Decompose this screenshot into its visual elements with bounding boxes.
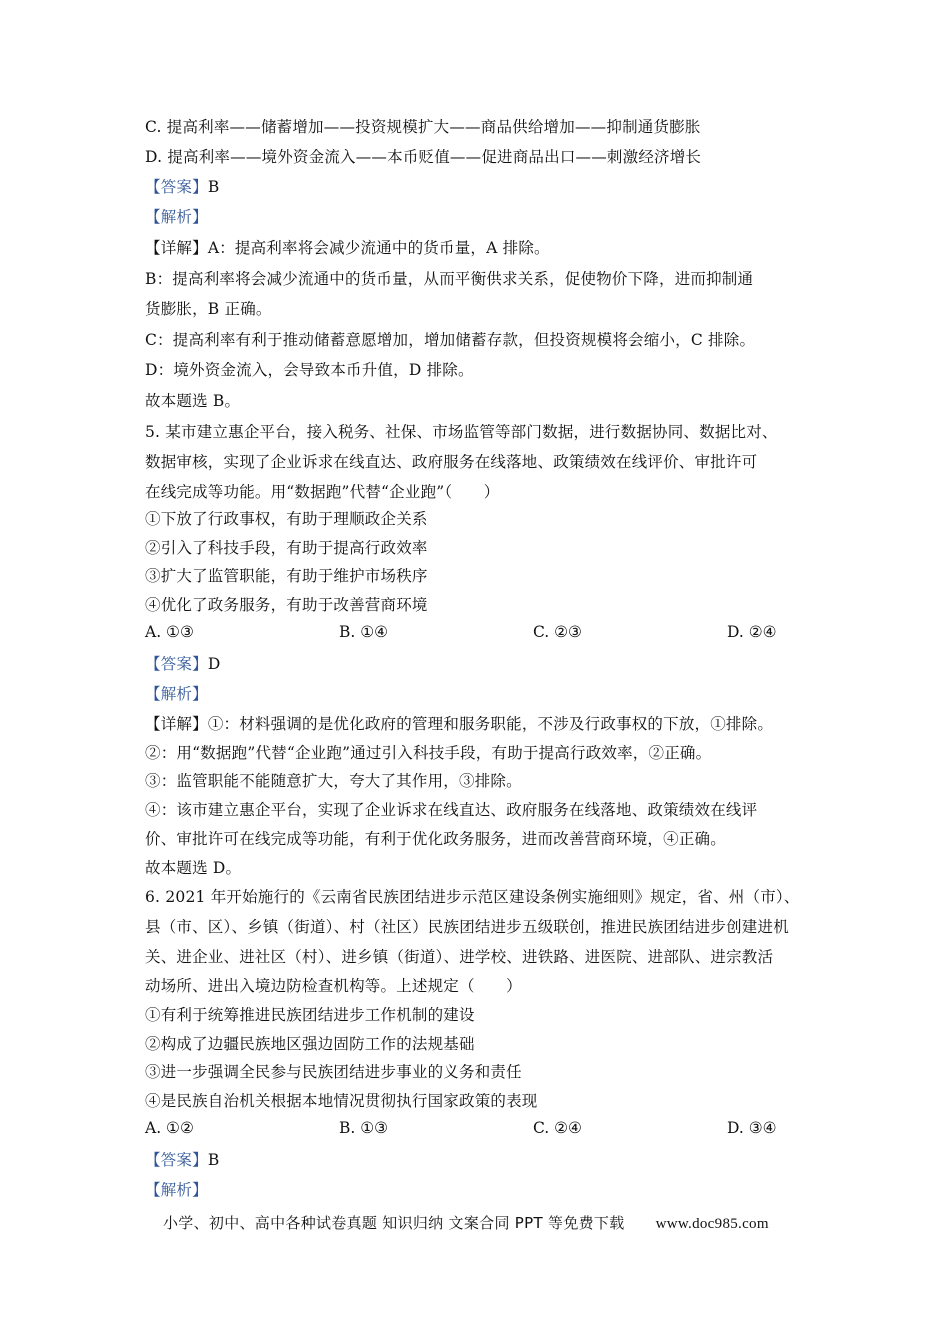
detail-text: A：提高利率将会减少流通中的货币量，A 排除。 xyxy=(207,239,550,257)
q6-option-c: C. ②④ xyxy=(533,1119,582,1137)
q5-option-c: C. ②③ xyxy=(533,623,582,641)
q5-option-a: A. ①③ xyxy=(145,623,194,641)
q4-conclusion: 故本题选 B。 xyxy=(145,392,241,410)
q6-option-d: D. ③④ xyxy=(727,1119,777,1137)
q6-item-3: ③进一步强调全民参与民族团结进步事业的义务和责任 xyxy=(145,1063,522,1081)
q5-detail-4a: ④：该市建立惠企平台，实现了企业诉求在线直达、政府服务在线落地、政策绩效在线评 xyxy=(145,801,758,819)
q5-stem-line3: 在线完成等功能。用“数据跑”代替“企业跑”（ ） xyxy=(145,483,500,501)
page-footer xyxy=(163,1212,769,1233)
q4-detail-b1: B：提高利率将会减少流通中的货币量，从而平衡供求关系，促使物价下降，进而抑制通 xyxy=(145,270,754,288)
q5-item-1: ①下放了行政事权，有助于理顺政企关系 xyxy=(145,510,428,528)
q5-analysis-label: 【解析】 xyxy=(145,685,208,703)
q5-answer xyxy=(145,653,825,675)
q6-stem-line1: 6. 2021 年开始施行的《云南省民族团结进步示范区建设条例实施细则》规定，省、州（市）、 xyxy=(145,888,800,906)
q6-item-2: ②构成了边疆民族地区强边固防工作的法规基础 xyxy=(145,1035,475,1053)
q5-item-4: ④优化了政务服务，有助于改善营商环境 xyxy=(145,596,428,614)
q5-options xyxy=(145,623,845,645)
q4-detail-a xyxy=(145,237,825,259)
q6-options xyxy=(145,1119,845,1141)
q5-detail-1 xyxy=(145,713,825,735)
footer-url[interactable]: www.doc985.com xyxy=(655,1216,769,1232)
q6-stem-line4: 动场所、进出入境边防检查机构等。上述规定（ ） xyxy=(145,977,522,995)
answer-label: 【答案】 xyxy=(145,178,208,196)
answer-value: D xyxy=(207,655,221,673)
q5-option-d: D. ②④ xyxy=(727,623,777,641)
q5-detail-3: ③：监管职能不能随意扩大，夸大了其作用，③排除。 xyxy=(145,772,522,790)
q4-analysis-label: 【解析】 xyxy=(145,208,208,226)
answer-value: B xyxy=(207,1151,220,1169)
q5-stem-line1: 5. 某市建立惠企平台，接入税务、社保、市场监管等部门数据，进行数据协同、数据比对、 xyxy=(145,423,778,441)
q5-item-2: ②引入了科技手段，有助于提高行政效率 xyxy=(145,539,428,557)
answer-label: 【答案】 xyxy=(145,655,208,673)
q6-stem-line2: 县（市、区）、乡镇（街道）、村（社区）民族团结进步五级联创，推进民族团结进步创建进机 xyxy=(145,918,789,936)
q6-answer xyxy=(145,1149,825,1171)
detail-text: ①：材料强调的是优化政府的管理和服务职能，不涉及行政事权的下放，①排除。 xyxy=(207,715,774,733)
q4-option-c: C. 提高利率——储蓄增加——投资规模扩大——商品供给增加——抑制通货膨胀 xyxy=(145,118,701,136)
q6-option-b: B. ①③ xyxy=(339,1119,389,1137)
q4-detail-b2: 货膨胀，B 正确。 xyxy=(145,300,272,318)
q5-stem-line2: 数据审核，实现了企业诉求在线直达、政府服务在线落地、政策绩效在线评价、审批许可 xyxy=(145,453,758,471)
q6-option-a: A. ①② xyxy=(145,1119,194,1137)
q5-detail-2: ②：用“数据跑”代替“企业跑”通过引入科技手段，有助于提高行政效率，②正确。 xyxy=(145,744,712,762)
detail-label: 【详解】 xyxy=(145,239,208,257)
q5-option-b: B. ①④ xyxy=(339,623,389,641)
q4-detail-c: C：提高利率有利于推动储蓄意愿增加，增加储蓄存款，但投资规模将会缩小，C 排除。 xyxy=(145,331,756,349)
footer-text: 小学、初中、高中各种试卷真题 知识归纳 文案合同 PPT 等免费下载 xyxy=(163,1214,625,1232)
q4-detail-d: D：境外资金流入，会导致本币升值，D 排除。 xyxy=(145,361,474,379)
q4-answer xyxy=(145,176,825,198)
answer-label: 【答案】 xyxy=(145,1151,208,1169)
q6-item-1: ①有利于统筹推进民族团结进步工作机制的建设 xyxy=(145,1006,475,1024)
q5-item-3: ③扩大了监管职能，有助于维护市场秩序 xyxy=(145,567,428,585)
detail-label: 【详解】 xyxy=(145,715,208,733)
answer-value: B xyxy=(207,178,220,196)
q4-option-d: D. 提高利率——境外资金流入——本币贬值——促进商品出口——刺激经济增长 xyxy=(145,148,702,166)
q5-detail-4b: 价、审批许可在线完成等功能，有利于优化政务服务，进而改善营商环境，④正确。 xyxy=(145,830,726,848)
q6-stem-line3: 关、进企业、进社区（村）、进乡镇（街道）、进学校、进铁路、进医院、进部队、进宗教活 xyxy=(145,948,774,966)
q6-analysis-label: 【解析】 xyxy=(145,1181,208,1199)
q5-conclusion: 故本题选 D。 xyxy=(145,859,242,877)
q6-item-4: ④是民族自治机关根据本地情况贯彻执行国家政策的表现 xyxy=(145,1092,538,1110)
